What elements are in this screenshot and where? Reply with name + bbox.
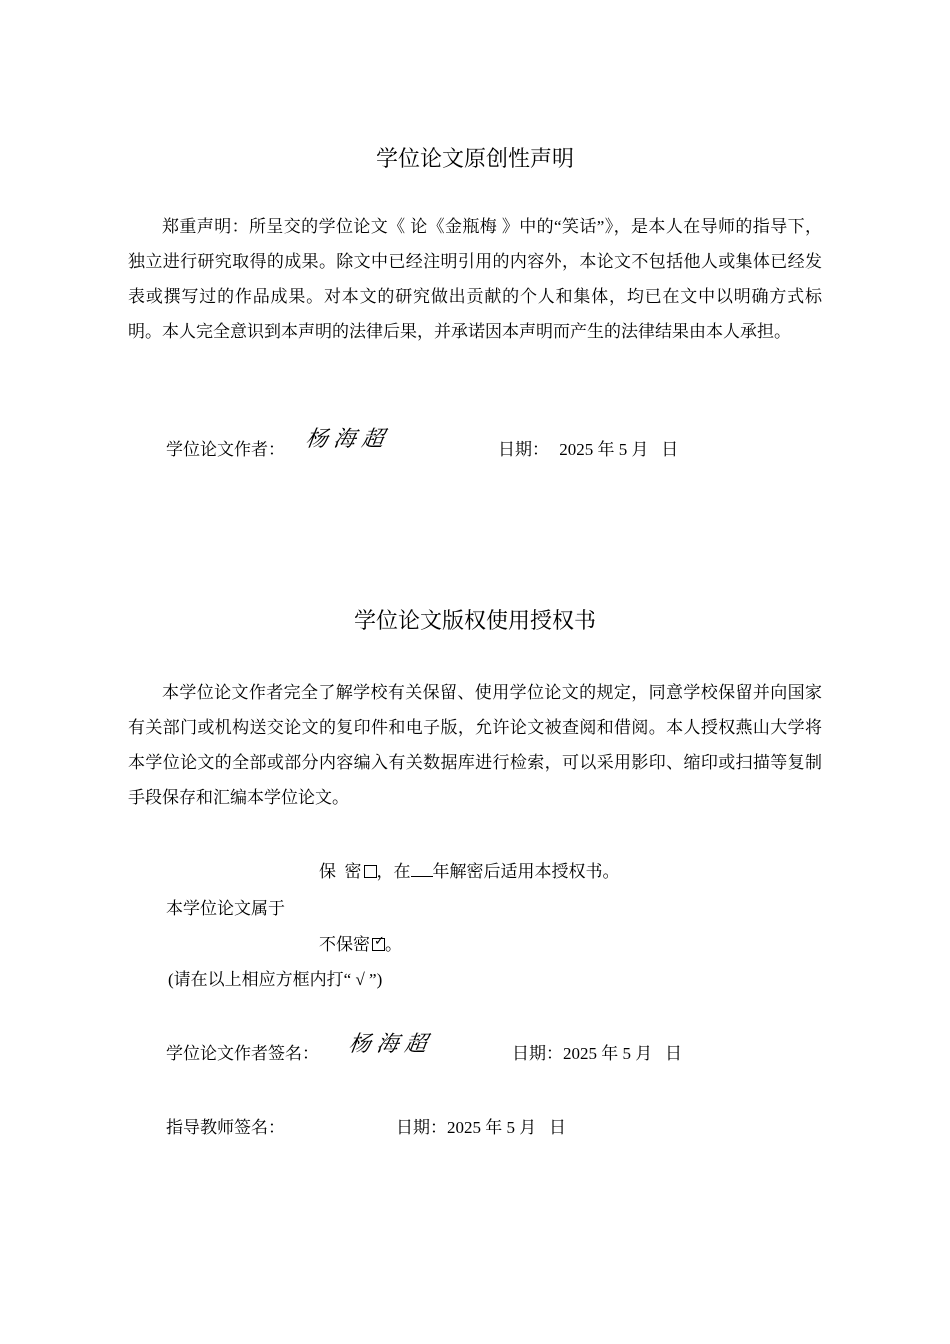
decrypt-years-blank[interactable] — [411, 862, 433, 877]
confidential-checkbox[interactable] — [364, 865, 377, 878]
date-value: 2025 年 5 月 日 — [559, 440, 679, 459]
check-instruction: (请在以上相应方框内打“ √ ”) — [168, 970, 383, 989]
author-sign-label: 学位论文作者签名： — [166, 1044, 319, 1063]
author-signature: 杨海超 — [303, 427, 392, 452]
confidential-label: 保 密 — [319, 862, 362, 881]
authorization-body — [128, 675, 822, 815]
declaration-title: 学位论文原创性声明 — [375, 147, 574, 172]
author-label: 学位论文作者： — [166, 440, 285, 459]
authorization-text: 本学位论文作者完全了解学校有关保留、使用学位论文的规定，同意学校保留并向国家有关部门或机构送交论文的复印件和电子版，允许论文被查阅和借阅。本人授权燕山大学将本学位论文的全部或部分内容编入有关数据库进行检索，可以采用影印、缩印或扫描等复制手段保存和汇编本学位论文。 — [128, 683, 822, 807]
nonconfidential-label: 不保密 — [319, 935, 370, 954]
author-sign-date: 日期：2025 年 5 月 日 — [512, 1044, 682, 1063]
nonconfidential-checkbox[interactable] — [372, 934, 385, 951]
confidential-suffix-a: ，在 — [376, 862, 411, 881]
advisor-sign-date: 日期：2025 年 5 月 日 — [396, 1118, 566, 1137]
confidential-suffix-b: 年解密后适用本授权书。 — [432, 862, 620, 881]
confidential-option — [319, 857, 620, 882]
author-sign-signature: 杨海超 — [346, 1032, 435, 1057]
belongs-label: 本学位论文属于 — [166, 899, 285, 918]
declaration-text: 郑重声明：所呈交的学位论文《 论《金瓶梅 》中的“笑话”》，是本人在导师的指导下，独立进行研究取得的成果。除文中已经注明引用的内容外，本论文不包括他人或集体已经发表或撰写过的作品成果。对本文的研究做出贡献的个人和集体，均已在文中以明确方式标明。本人完全意识到本声明的法律后果，并承诺因本声明而产生的法律结果由本人承担。 — [128, 217, 822, 341]
date-label: 日期： — [498, 440, 549, 459]
advisor-sign-label: 指导教师签名： — [166, 1118, 285, 1137]
nonconfidential-suffix: 。 — [385, 935, 402, 954]
check-mark-icon: ✓ — [374, 934, 385, 949]
declaration-date — [498, 435, 678, 460]
nonconfidential-option — [319, 930, 402, 955]
declaration-body — [128, 209, 822, 349]
authorization-title: 学位论文版权使用授权书 — [353, 609, 596, 634]
